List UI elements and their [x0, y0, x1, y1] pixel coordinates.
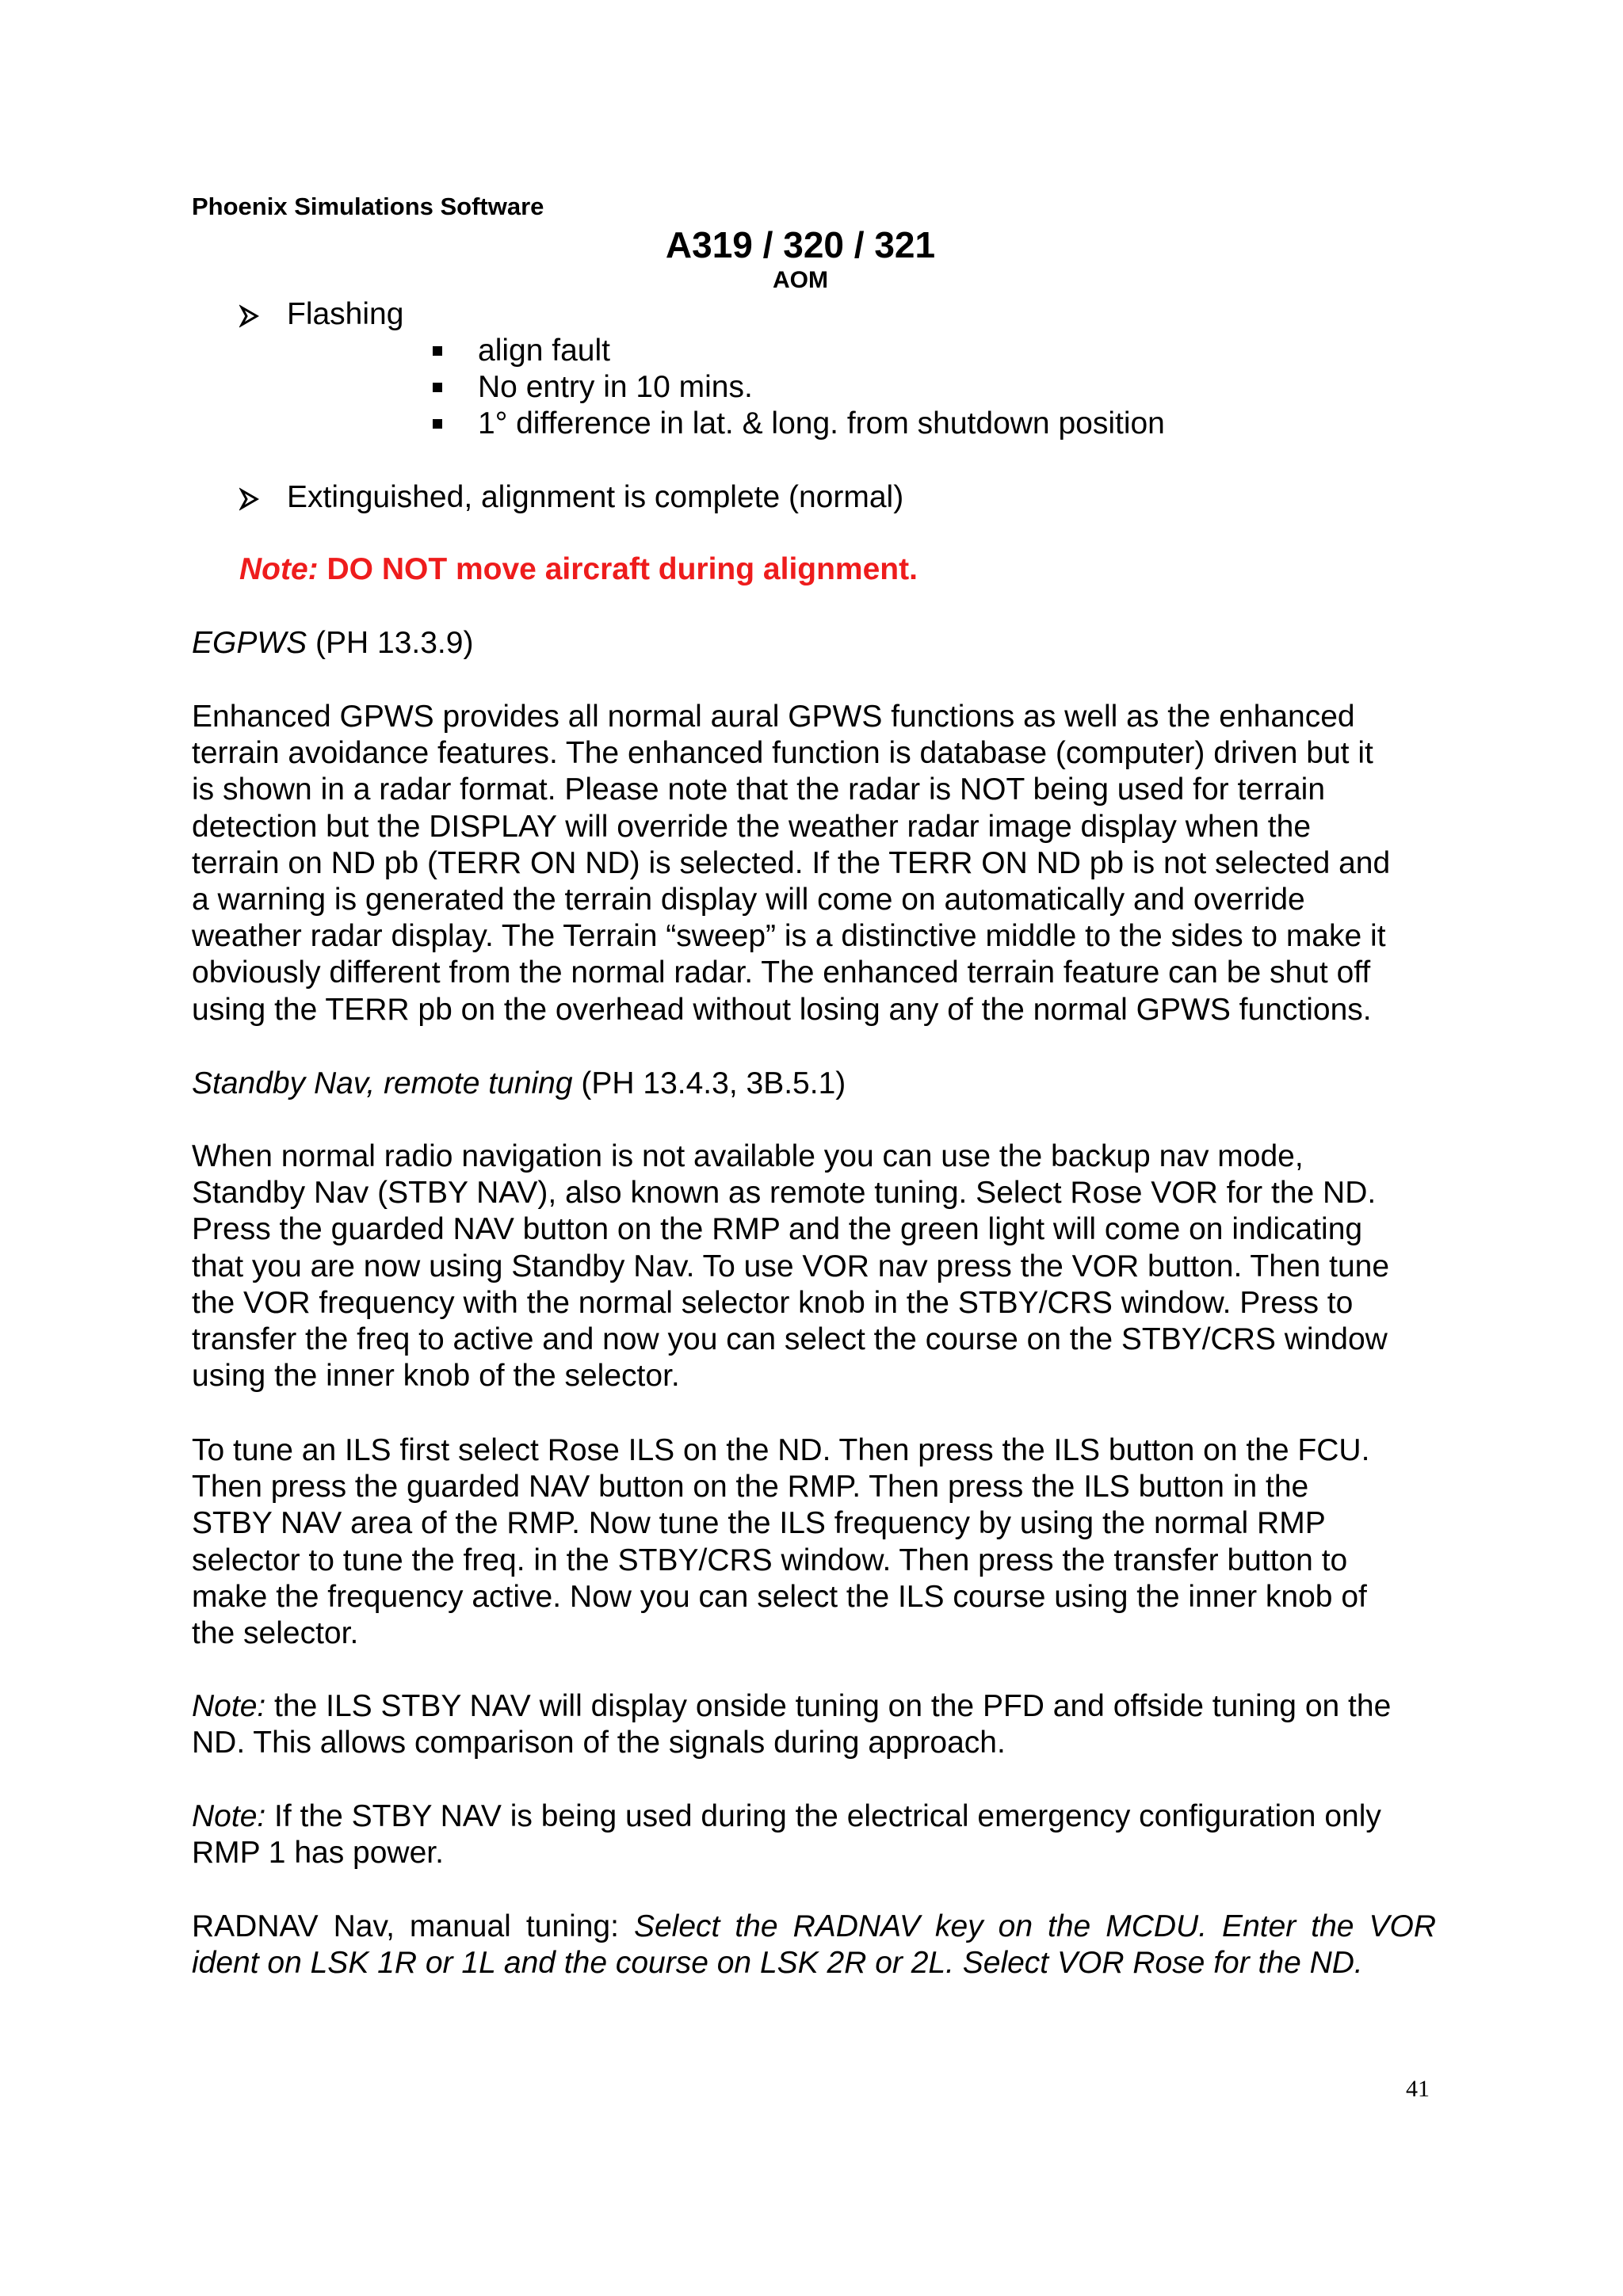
flashing-item: No entry in 10 mins. — [478, 370, 753, 404]
note-line: ND. This allows comparison of the signals during approach. — [192, 1726, 1006, 1760]
paragraph-line: STBY NAV area of the RMP. Now tune the ILS frequency by using the normal RMP — [192, 1506, 1326, 1541]
radnav-paragraph — [192, 1909, 1444, 1981]
document-subtitle: AOM — [773, 267, 828, 293]
paragraph-line: make the frequency active. Now you can select the ILS course using the inner knob of — [192, 1579, 1367, 1614]
paragraph-line: using the TERR pb on the overhead without losing any of the normal GPWS functions. — [192, 992, 1372, 1027]
note-prefix: Note: — [239, 552, 319, 586]
paragraph-line: To tune an ILS first select Rose ILS on the ND. Then press the ILS button on the FCU. — [192, 1433, 1370, 1467]
paragraph-line: weather radar display. The Terrain “sweep” is a distinctive middle to the sides to make it — [192, 919, 1386, 954]
paragraph-line: detection but the DISPLAY will override the weather radar image display when the — [192, 809, 1312, 844]
note-text: If the STBY NAV is being used during the electrical emergency configuration only — [265, 1799, 1381, 1833]
page-number: 41 — [1406, 2076, 1430, 2102]
arrow-bullet-icon — [239, 487, 260, 511]
note-text: DO NOT move aircraft during alignment. — [327, 552, 918, 586]
paragraph-line: terrain avoidance features. The enhanced function is database (computer) driven but it — [192, 736, 1373, 771]
note-text: the ILS STBY NAV will display onside tuning on the PFD and offside tuning on the — [265, 1689, 1392, 1723]
note-line — [192, 1688, 1444, 1725]
paragraph-line: Press the guarded NAV button on the RMP and the green light will come on indicating — [192, 1212, 1363, 1247]
standby-nav-heading-title: Standby Nav, remote tuning — [192, 1066, 573, 1100]
paragraph-line: using the inner knob of the selector. — [192, 1359, 680, 1394]
paragraph-line: Enhanced GPWS provides all normal aural GPWS functions as well as the enhanced — [192, 700, 1355, 734]
flashing-label: Flashing — [287, 297, 404, 331]
company-name: Phoenix Simulations Software — [192, 193, 544, 220]
square-bullet-icon — [433, 383, 442, 392]
square-bullet-icon — [433, 346, 442, 356]
paragraph-line: obviously different from the normal radar. The enhanced terrain feature can be shut off — [192, 955, 1371, 990]
paragraph-line: the VOR frequency with the normal selector knob in the STBY/CRS window. Press to — [192, 1285, 1354, 1320]
note-line: RMP 1 has power. — [192, 1836, 444, 1871]
ils-note — [192, 1688, 1444, 1761]
standby-nav-heading — [192, 1066, 846, 1102]
paragraph-line: a warning is generated the terrain display will come on automatically and override — [192, 883, 1305, 917]
note-prefix: Note: — [192, 1799, 266, 1833]
extinguished-text: Extinguished, alignment is complete (normal) — [287, 480, 904, 514]
paragraph-line: terrain on ND pb (TERR ON ND) is selected. If the TERR ON ND pb is not selected and — [192, 845, 1391, 880]
paragraph-line: Standby Nav (STBY NAV), also known as remote tuning. Select Rose VOR for the ND. — [192, 1176, 1377, 1211]
paragraph-line: is shown in a radar format. Please note that the radar is NOT being used for terrain — [192, 772, 1326, 807]
flashing-item: 1° difference in lat. & long. from shutdown position — [478, 406, 1165, 441]
paragraph-line: selector to tune the freq. in the STBY/CRS window. Then press the transfer button to — [192, 1543, 1348, 1577]
document-title: A319 / 320 / 321 — [665, 224, 936, 265]
radnav-line-1 — [192, 1909, 1436, 1945]
egpws-heading-ref: (PH 13.3.9) — [315, 626, 474, 660]
standby-nav-paragraph-2 — [192, 1432, 1444, 1652]
paragraph-line: that you are now using Standby Nav. To use VOR nav press the VOR button. Then tune — [192, 1249, 1390, 1283]
note-prefix: Note: — [192, 1689, 266, 1723]
egpws-paragraph — [192, 699, 1444, 1028]
flashing-item: align fault — [478, 334, 610, 368]
radnav-instruction-line-2: ident on LSK 1R or 1L and the course on LSK 2R or 2L. Select VOR Rose for the ND. — [192, 1946, 1363, 1981]
arrow-bullet-icon — [239, 304, 260, 328]
paragraph-line: transfer the freq to active and now you can select the course on the STBY/CRS window — [192, 1322, 1388, 1357]
emergency-note — [192, 1798, 1444, 1871]
square-bullet-icon — [433, 419, 442, 429]
paragraph-line: the selector. — [192, 1616, 359, 1651]
alignment-note — [239, 552, 918, 587]
egpws-heading — [192, 625, 473, 662]
standby-nav-paragraph-1 — [192, 1138, 1444, 1394]
note-line — [192, 1798, 1444, 1835]
paragraph-line: Then press the guarded NAV button on the RMP. Then press the ILS button in the — [192, 1470, 1309, 1505]
paragraph-line: When normal radio navigation is not available you can use the backup nav mode, — [192, 1139, 1304, 1173]
radnav-label: RADNAV Nav, manual tuning: — [192, 1909, 634, 1943]
standby-nav-heading-ref: (PH 13.4.3, 3B.5.1) — [581, 1066, 846, 1100]
radnav-instruction: Select the RADNAV key on the MCDU. Enter the VOR — [633, 1909, 1436, 1943]
egpws-heading-title: EGPWS — [192, 626, 307, 660]
